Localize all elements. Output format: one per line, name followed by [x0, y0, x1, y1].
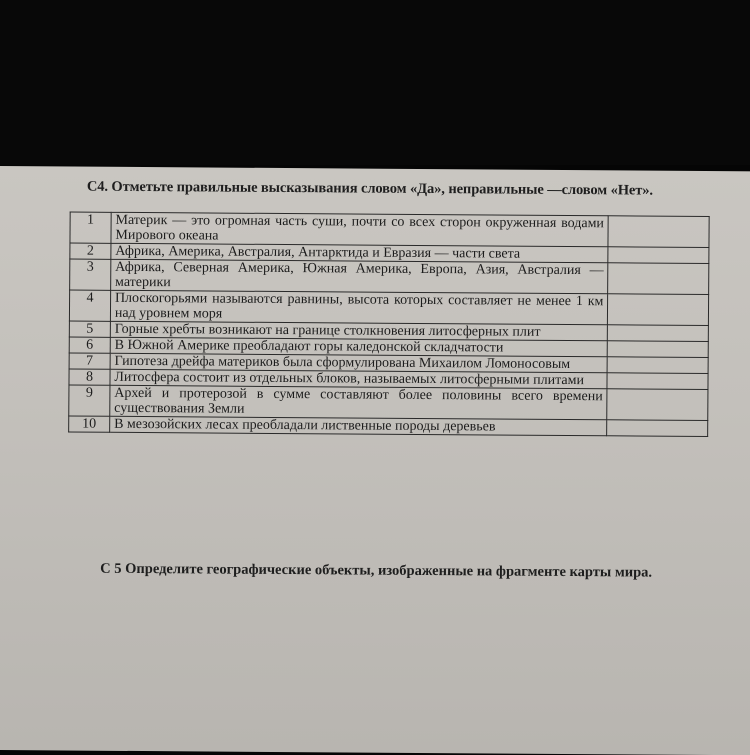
statement-number: 2: [70, 243, 111, 259]
answer-cell[interactable]: [607, 373, 708, 390]
task-c5-heading: С 5 Определите географические объекты, изображенные на фрагменте карты мира.: [100, 560, 653, 581]
table-row: [70, 212, 709, 247]
answer-cell[interactable]: [608, 294, 709, 326]
statement-text: Африка, Америка, Австралия, Антарктида и Евразия — части света: [111, 243, 609, 262]
statement-text: Архей и протерозой в сумме составляют более половины всего времени существования Земли: [110, 385, 608, 419]
statement-number: 9: [69, 385, 110, 416]
statement-text: Горные хребты возникают на границе столкновения литосферных плит: [110, 321, 608, 340]
statement-number: 3: [70, 259, 111, 290]
answer-cell[interactable]: [608, 341, 709, 358]
statement-number: 5: [69, 321, 110, 337]
statement-text: Плоскогорьями называются равнины, высота которых составляет не менее 1 км над уровнем моря: [110, 290, 608, 324]
statement-number: 10: [69, 416, 110, 432]
table-row: [69, 416, 708, 436]
table-row: [70, 259, 709, 294]
answer-cell[interactable]: [607, 389, 708, 421]
table-row: [69, 290, 708, 325]
answer-cell[interactable]: [608, 216, 709, 248]
statement-text: Гипотеза дрейфа материков была сформулирована Михаилом Ломоносовым: [110, 353, 608, 372]
task-c4-heading: С4. Отметьте правильные высказывания словом «Да», неправильные —словом «Нет».: [86, 178, 654, 199]
statement-text: Литосфера состоит из отдельных блоков, называемых литосферными плитами: [110, 369, 608, 388]
statement-number: 4: [69, 290, 110, 321]
statement-number: 1: [70, 212, 111, 243]
answer-cell[interactable]: [608, 263, 709, 295]
answer-cell[interactable]: [608, 247, 709, 264]
answer-cell[interactable]: [607, 420, 708, 437]
statement-text: В Южной Америке преобладают горы каледонской складчатости: [110, 337, 608, 356]
dark-background: [0, 0, 750, 165]
worksheet-page: [0, 166, 750, 755]
statement-text: Материк — это огромная часть суши, почти со всех сторон окруженная водами Мирового океана: [111, 212, 609, 246]
statement-number: 8: [69, 369, 110, 385]
statements-table: [68, 212, 710, 437]
answer-cell[interactable]: [608, 325, 709, 342]
statement-text: Африка, Северная Америка, Южная Америка, Европа, Азия, Австралия — материки: [111, 259, 609, 293]
table-row: [69, 385, 708, 420]
statement-number: 7: [69, 353, 110, 369]
answer-cell[interactable]: [607, 357, 708, 374]
statement-text: В мезозойских лесах преобладали лиственные породы деревьев: [110, 416, 608, 435]
statement-number: 6: [69, 337, 110, 353]
